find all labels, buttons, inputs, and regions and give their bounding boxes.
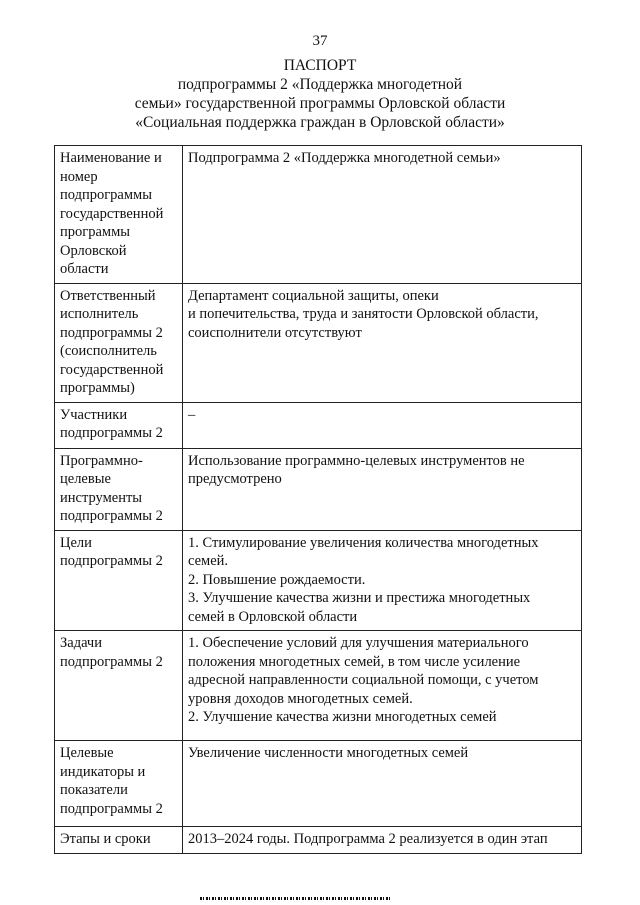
row-value-line: семей. <box>188 553 229 569</box>
row-label-cell <box>55 448 183 530</box>
table-row <box>55 827 582 854</box>
row-value-line: 1. Обеспечение условий для улучшения материального <box>188 635 529 651</box>
row-value-line: Использование программно-целевых инструментов не <box>188 452 525 469</box>
row-label-line: Задачи <box>60 635 102 651</box>
row-value-cell <box>183 283 582 402</box>
row-label-line: подпрограммы 2 <box>60 508 163 524</box>
row-label-line: Целевые <box>60 745 114 761</box>
row-value-cell <box>183 402 582 448</box>
row-label-line: подпрограммы 2 <box>60 425 163 441</box>
row-value-cell <box>183 448 582 530</box>
row-label-line: государственной <box>60 361 164 378</box>
row-label-line: программы) <box>60 380 135 396</box>
row-label-line: (соисполнитель <box>60 343 157 359</box>
row-value-line: уровня доходов многодетных семей. <box>188 690 413 707</box>
row-value-line: адресной направленности социальной помощи, с учетом <box>188 672 539 688</box>
row-label-line: подпрограммы 2 <box>60 324 163 341</box>
table-row <box>55 530 582 631</box>
row-value-line: 2013–2024 годы. Подпрограмма 2 реализуется в один этап <box>188 831 548 847</box>
row-value-line: и попечительства, труда и занятости Орловской области, <box>188 306 539 322</box>
row-label-line: инструменты <box>60 489 143 506</box>
row-label-line: подпрограммы 2 <box>60 800 163 817</box>
row-value-line: предусмотрено <box>188 471 282 487</box>
row-value-line: соисполнители отсутствуют <box>188 324 362 341</box>
row-value-line: 3. Улучшение качества жизни и престижа многодетных <box>188 590 531 606</box>
row-label-line: Орловской <box>60 242 127 259</box>
passport-table <box>54 145 582 854</box>
page-number: 37 <box>312 33 328 49</box>
row-label-line: Наименование и <box>60 150 162 166</box>
row-label-cell <box>55 402 183 448</box>
row-label-line: Ответственный <box>60 287 156 304</box>
row-value-line: Подпрограмма 2 «Поддержка многодетной семьи» <box>188 150 501 166</box>
row-value-line: – <box>188 406 196 423</box>
row-value-line: 2. Улучшение качества жизни многодетных семей <box>188 709 497 725</box>
row-label-line: номер <box>60 168 98 185</box>
row-label-line: Участники <box>60 406 128 423</box>
row-label-line: программы <box>60 224 130 240</box>
row-value-cell <box>183 530 582 631</box>
row-label-line: Этапы и сроки <box>60 831 151 847</box>
table-row <box>55 146 582 284</box>
row-label-cell <box>55 530 183 631</box>
row-label-line: целевые <box>60 471 111 487</box>
row-label-line: подпрограммы 2 <box>60 553 163 569</box>
row-value-line: семей в Орловской области <box>188 608 358 625</box>
table-row <box>55 448 582 530</box>
row-value-line: 1. Стимулирование увеличения количества многодетных <box>188 534 539 551</box>
passport-table-body <box>55 146 582 854</box>
passport-title: ПАСПОРТ <box>283 57 357 74</box>
table-row <box>55 283 582 402</box>
row-value-line: Увеличение численности многодетных семей <box>188 745 469 761</box>
row-label-line: Цели <box>60 534 92 551</box>
row-label-cell <box>55 631 183 741</box>
table-row <box>55 741 582 827</box>
document-title-block <box>40 56 600 132</box>
row-label-cell <box>55 827 183 854</box>
row-label-cell <box>55 146 183 284</box>
row-label-line: индикаторы и <box>60 763 146 780</box>
row-value-line: Департамент социальной защиты, опеки <box>188 287 439 304</box>
row-value-cell <box>183 631 582 741</box>
row-label-line: государственной <box>60 205 164 222</box>
row-label-cell <box>55 741 183 827</box>
row-value-line: 2. Повышение рождаемости. <box>188 571 366 588</box>
row-value-cell <box>183 741 582 827</box>
row-value-cell <box>183 146 582 284</box>
row-label-line: подпрограммы 2 <box>60 653 163 670</box>
row-label-line: подпрограммы <box>60 187 152 203</box>
subtitle-line-3: «Социальная поддержка граждан в Орловской области» <box>135 114 505 131</box>
row-label-line: исполнитель <box>60 306 139 322</box>
scan-edge-mark <box>200 897 390 900</box>
subtitle-line-2: семьи» государственной программы Орловской области <box>134 95 506 112</box>
table-row <box>55 631 582 741</box>
row-value-line: положения многодетных семей, в том числе усиление <box>188 653 521 670</box>
row-label-line: показатели <box>60 782 128 798</box>
row-label-line: области <box>60 261 109 277</box>
subtitle-line-1: подпрограммы 2 «Поддержка многодетной <box>177 76 463 93</box>
table-row <box>55 402 582 448</box>
row-label-cell <box>55 283 183 402</box>
row-label-line: Программно- <box>60 452 143 469</box>
row-value-cell <box>183 827 582 854</box>
